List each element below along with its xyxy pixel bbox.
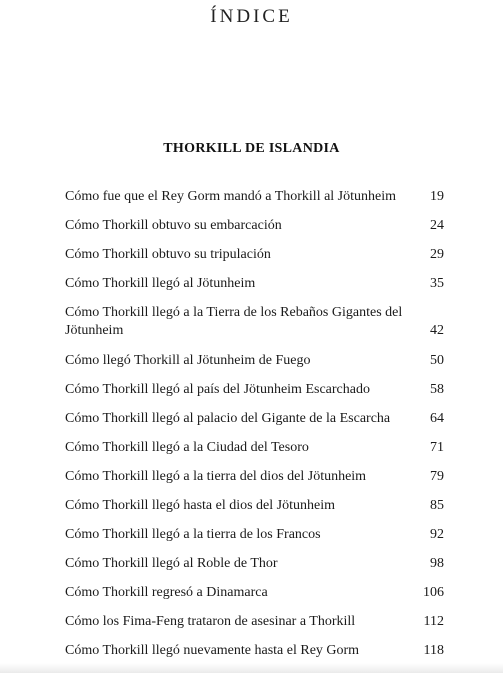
toc-entry-title: Cómo Thorkill llegó al palacio del Gigante de la Escarcha [65, 411, 391, 426]
toc-entry-page: 35 [430, 276, 444, 291]
toc-entry[interactable] [65, 526, 444, 544]
toc-entry-title: Cómo Thorkill llegó nuevamente hasta el Rey Gorm [65, 643, 360, 658]
toc-entry[interactable] [65, 410, 444, 428]
toc-entry[interactable] [65, 275, 444, 293]
toc-entry-title: Cómo Thorkill llegó a la tierra de los Francos [65, 527, 321, 542]
toc-entry[interactable] [65, 642, 444, 660]
toc-entry-title: Cómo Thorkill llegó a la Tierra de los Rebaños Gigantes del Jötunheim [65, 305, 403, 338]
toc-entry-title: Cómo Thorkill llegó a la tierra del dios del Jötunheim [65, 469, 367, 484]
toc-entry-page: 29 [430, 247, 444, 262]
toc-entry-page: 85 [430, 498, 444, 513]
toc-entry-page: 79 [430, 469, 444, 484]
page-title: ÍNDICE [210, 6, 293, 27]
toc-entry-page: 118 [423, 643, 444, 658]
toc-entry[interactable] [65, 304, 444, 340]
toc-entry[interactable] [65, 584, 444, 602]
toc-entry-page: 58 [430, 382, 444, 397]
toc-entry-title: Cómo Thorkill obtuvo su tripulación [65, 247, 271, 262]
toc-entry-title: Cómo Thorkill llegó hasta el dios del Jötunheim [65, 498, 335, 513]
page-edge-shadow [0, 663, 503, 673]
table-of-contents [65, 188, 444, 671]
toc-entry[interactable] [65, 555, 444, 573]
toc-entry[interactable] [65, 468, 444, 486]
toc-entry[interactable] [65, 381, 444, 399]
toc-entry-page: 71 [430, 440, 444, 455]
toc-entry-page: 106 [423, 585, 444, 600]
toc-entry-page: 112 [423, 614, 444, 629]
toc-entry[interactable] [65, 497, 444, 515]
toc-entry[interactable] [65, 188, 444, 206]
toc-entry-title: Cómo los Fima-Feng trataron de asesinar a Thorkill [65, 614, 356, 629]
toc-entry-title: Cómo fue que el Rey Gorm mandó a Thorkill al Jötunheim [65, 189, 397, 204]
toc-entry-page: 98 [430, 556, 444, 571]
toc-entry-page: 92 [430, 527, 444, 542]
toc-entry-page: 19 [430, 189, 444, 204]
toc-entry-title: Cómo Thorkill llegó al país del Jötunheim Escarchado [65, 382, 370, 397]
toc-entry-title: Cómo llegó Thorkill al Jötunheim de Fuego [65, 353, 311, 368]
toc-entry-page: 24 [430, 218, 444, 233]
toc-entry[interactable] [65, 217, 444, 235]
toc-entry-title: Cómo Thorkill llegó al Jötunheim [65, 276, 256, 291]
toc-entry-title: Cómo Thorkill llegó al Roble de Thor [65, 556, 278, 571]
toc-entry[interactable] [65, 352, 444, 370]
section-title: THORKILL DE ISLANDIA [163, 141, 340, 156]
toc-entry-title: Cómo Thorkill obtuvo su embarcación [65, 218, 282, 233]
toc-entry-page: 42 [430, 323, 444, 338]
toc-entry[interactable] [65, 439, 444, 457]
toc-entry[interactable] [65, 613, 444, 631]
toc-entry-page: 64 [430, 411, 444, 426]
toc-entry[interactable] [65, 246, 444, 264]
toc-entry-title: Cómo Thorkill llegó a la Ciudad del Tesoro [65, 440, 309, 455]
toc-entry-title: Cómo Thorkill regresó a Dinamarca [65, 585, 268, 600]
toc-entry-page: 50 [430, 353, 444, 368]
